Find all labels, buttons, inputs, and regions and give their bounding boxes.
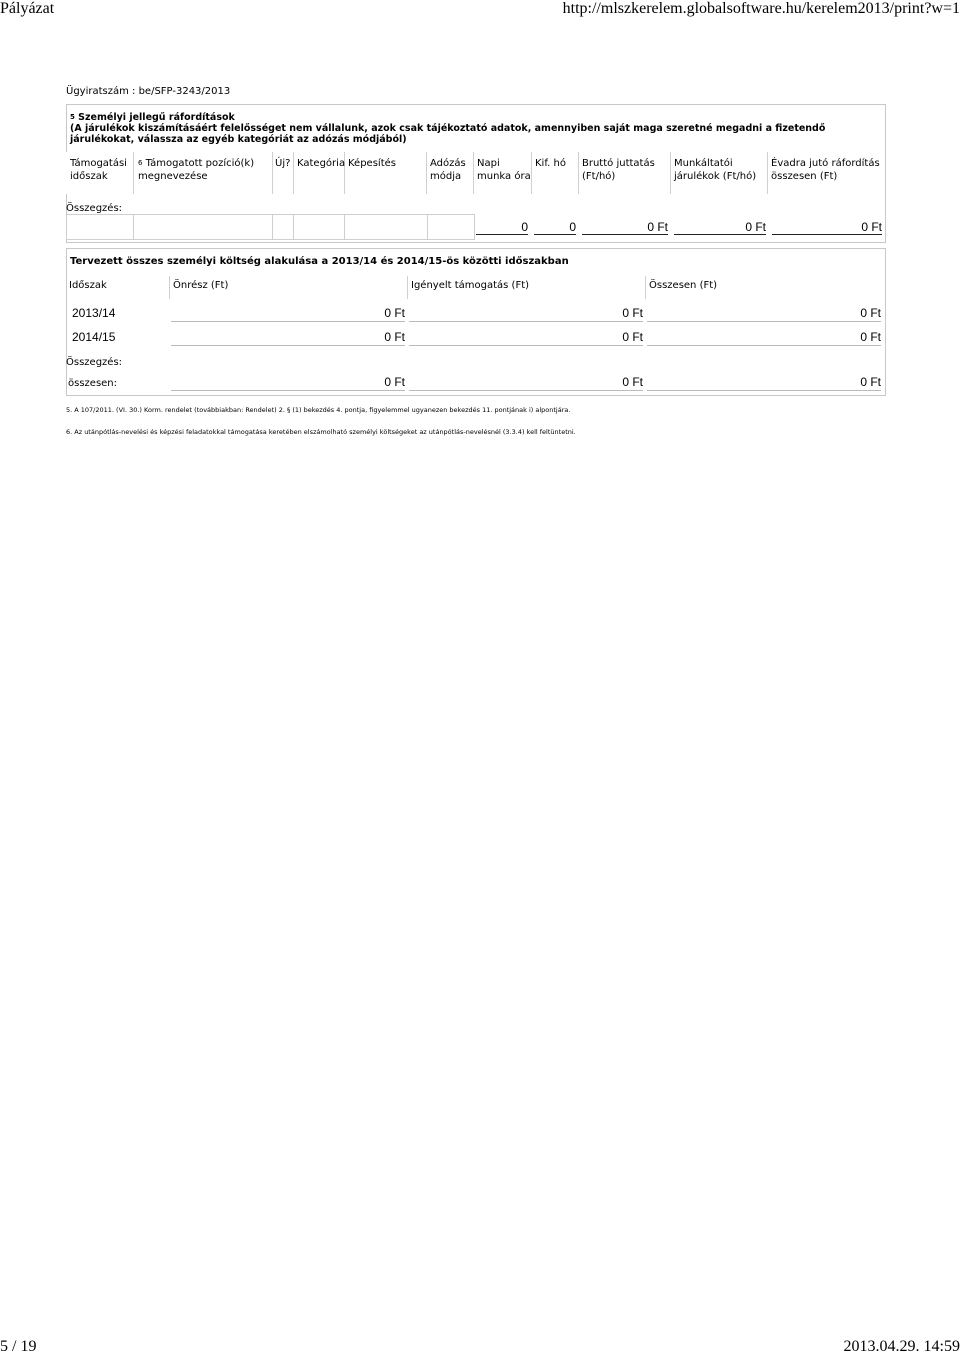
divider <box>531 152 532 194</box>
divider <box>407 276 408 299</box>
section-subtitle-2: járulékokat, válassza az egyéb kategóriát az adózás módjából) <box>70 134 407 145</box>
grand-total: 0 Ft <box>647 374 881 391</box>
period-2013-14: 2013/14 <box>72 306 116 320</box>
footnote-6: 6. Az utánpótlás-nevelési és képzési feladatokkal támogatása keretében elszámolható személyi költségeket az utánpótlás-nevelésnél (3.3.4) kell feltüntetni. <box>66 428 576 436</box>
footnote-5: 5. A 107/2011. (VI. 30.) Korm. rendelet (továbbiakban: Rendelet) 2. § (1) bekezdés 4. pontja, figyelemmel ugyanezen bekezdés 11. pontjának i) alpontjára. <box>66 406 571 414</box>
total-months: 0 <box>534 220 576 235</box>
col-new: Új? <box>275 158 291 169</box>
col-season-total: Évadra jutó ráfordítás összesen (Ft) <box>771 158 880 182</box>
period-2014-15: 2014/15 <box>72 330 116 344</box>
divider <box>578 152 579 194</box>
col-category: Kategória <box>297 158 346 169</box>
divider <box>169 276 170 299</box>
summary-label: Összegzés: <box>66 203 123 214</box>
col-daily-hours: Napi munka óra <box>477 158 531 182</box>
divider <box>645 276 646 299</box>
col-qualification: Képesítés <box>348 158 396 169</box>
col-position: $^6$ Támogatott pozíció(k) megnevezése <box>138 158 255 182</box>
divider <box>473 152 474 194</box>
total-employer-contrib: 0 Ft <box>674 220 766 235</box>
own-share-2013-14: 0 Ft <box>171 305 405 322</box>
own-share-total: 0 Ft <box>171 374 405 391</box>
total-2014-15: 0 Ft <box>647 329 881 346</box>
col-gross: Bruttó juttatás (Ft/hó) <box>582 158 655 182</box>
divider <box>293 152 294 194</box>
total-gross: 0 Ft <box>582 220 668 235</box>
col-tax-mode: Adózás módja <box>430 158 466 182</box>
col-period: Támogatási időszak <box>70 158 127 182</box>
requested-2014-15: 0 Ft <box>409 329 643 346</box>
summary-cell-taxmode <box>427 214 475 240</box>
summary-cell-period <box>66 214 134 240</box>
page-header-url: http://mlszkerelem.globalsoftware.hu/kerelem2013/print?w=1 <box>562 0 960 17</box>
page-header-title: Pályázat <box>0 0 55 17</box>
divider <box>670 152 671 194</box>
print-timestamp: 2013.04.29. 14:59 <box>843 1338 960 1355</box>
requested-total: 0 Ft <box>409 374 643 391</box>
summary-cell-category <box>293 214 345 240</box>
own-share-2014-15: 0 Ft <box>171 329 405 346</box>
divider <box>426 152 427 194</box>
total-daily-hours: 0 <box>476 220 528 235</box>
col2-requested: Igényelt támogatás (Ft) <box>411 280 530 291</box>
case-number: Ügyiratszám : be/SFP-3243/2013 <box>66 86 231 97</box>
requested-2013-14: 0 Ft <box>409 305 643 322</box>
summary-cell-new <box>272 214 294 240</box>
summary-cell-qualification <box>344 214 428 240</box>
col-months: Kif. hó <box>535 158 566 169</box>
summary2-label: Összegzés: <box>66 357 123 368</box>
divider <box>767 152 768 194</box>
col2-own-share: Önrész (Ft) <box>173 280 229 291</box>
col2-total: Összesen (Ft) <box>649 280 718 291</box>
planned-costs-title: Tervezett összes személyi költség alakulása a 2013/14 és 2014/15-ös közötti időszakban <box>70 256 569 267</box>
total-season: 0 Ft <box>772 220 882 235</box>
col-employer-contrib: Munkáltatói járulékok (Ft/hó) <box>674 158 757 182</box>
divider <box>133 152 134 194</box>
page-number: 5 / 19 <box>0 1338 37 1355</box>
col2-period: Időszak <box>69 280 107 291</box>
total-row-label: összesen: <box>68 378 118 389</box>
divider <box>272 152 273 194</box>
section-title: $^5$ Személyi jellegű ráfordítások <box>70 112 235 123</box>
section-subtitle-1: (A járulékok kiszámításáért felelősséget nem vállalunk, azok csak tájékoztató adatok, amennyiben saját maga szeretné megadni a fizetendő <box>70 123 826 134</box>
total-2013-14: 0 Ft <box>647 305 881 322</box>
summary-cell-position <box>133 214 273 240</box>
